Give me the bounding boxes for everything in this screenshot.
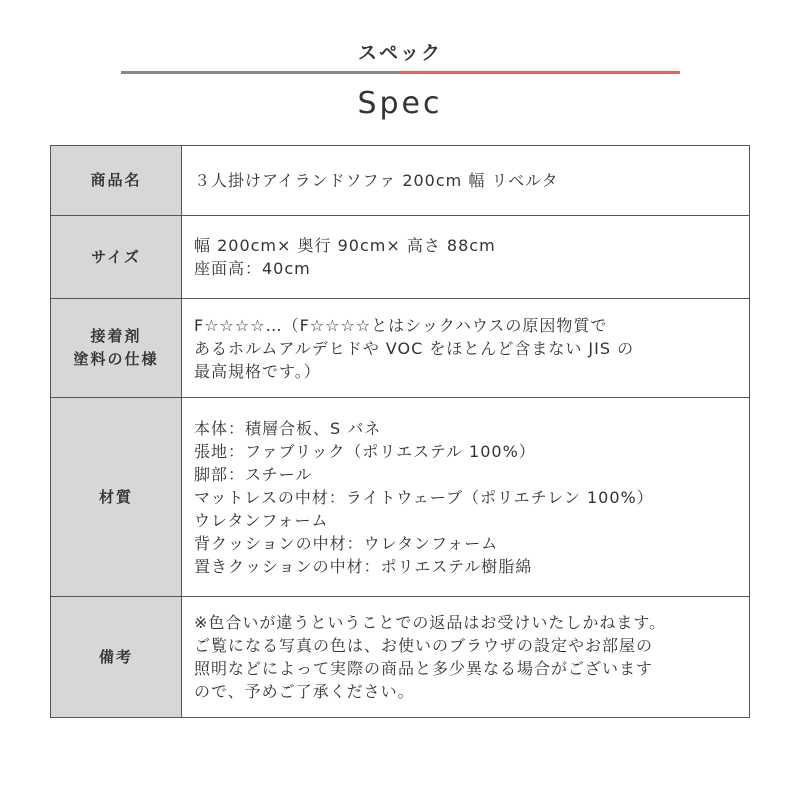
spec-value-text: 照明などによって実際の商品と多少異なる場合がございます — [194, 659, 654, 678]
title-underline-left — [121, 71, 401, 74]
spec-value-text: 幅 200cm× 奥行 90cm× 高さ 88cm — [194, 236, 496, 255]
spec-label-text: 接着剤 — [90, 327, 142, 345]
spec-value-text: ※色合いが違うということでの返品はお受けいたしかねます。 — [194, 613, 667, 632]
spec-label — [51, 299, 182, 398]
spec-label-text: 材質 — [98, 487, 133, 506]
title-underline-right — [401, 71, 681, 74]
spec-label-text: 塗料の仕様 — [73, 350, 159, 368]
spec-value-text: F☆☆☆☆…（F☆☆☆☆とはシックハウスの原因物質で — [194, 315, 608, 335]
spec-value-text: マットレスの中材：ライトウェーブ（ポリエチレン 100%） — [194, 487, 654, 507]
spec-label — [51, 597, 182, 718]
spec-value — [182, 146, 750, 216]
spec-value-text: ３人掛けアイランドソファ 200cm 幅 リベルタ — [194, 171, 559, 190]
spec-table — [50, 145, 750, 718]
section-title-english: Spec — [357, 86, 443, 121]
spec-value-text: 置きクッションの中材：ポリエステル樹脂綿 — [194, 556, 533, 576]
spec-label — [51, 398, 182, 597]
spec-value-text: 背クッションの中材：ウレタンフォーム — [194, 533, 499, 553]
spec-value-text: ウレタンフォーム — [194, 510, 329, 530]
spec-row-adhesive-paint — [51, 299, 750, 398]
spec-value-text: あるホルムアルデヒドや VOC をほとんど含まない JIS の — [194, 338, 635, 358]
spec-value — [182, 398, 750, 597]
spec-value-text: 最高規格です。） — [194, 361, 321, 381]
section-title-japanese: スペック — [357, 42, 442, 64]
spec-value-text: ご覧になる写真の色は、お使いのブラウザの設定やお部屋の — [194, 636, 654, 655]
spec-row-notes — [51, 597, 750, 718]
spec-row-size — [51, 216, 750, 299]
title-underline — [121, 71, 680, 74]
spec-value — [182, 216, 750, 299]
spec-value-text: 張地：ファブリック（ポリエステル 100%） — [194, 441, 536, 461]
spec-value — [182, 299, 750, 398]
spec-label-text: 商品名 — [90, 171, 142, 189]
spec-row-product-name — [51, 146, 750, 216]
spec-label-text: サイズ — [91, 247, 141, 266]
spec-value-text: 脚部：スチール — [194, 464, 313, 484]
spec-row-material — [51, 398, 750, 597]
spec-value-text: 本体：積層合板、S バネ — [194, 418, 382, 438]
spec-value-text: ので、予めご了承ください。 — [194, 682, 415, 701]
spec-label — [51, 146, 182, 216]
spec-label — [51, 216, 182, 299]
spec-label-text: 備考 — [98, 647, 133, 666]
spec-value — [182, 597, 750, 718]
spec-value-text: 座面高：40cm — [194, 259, 311, 278]
